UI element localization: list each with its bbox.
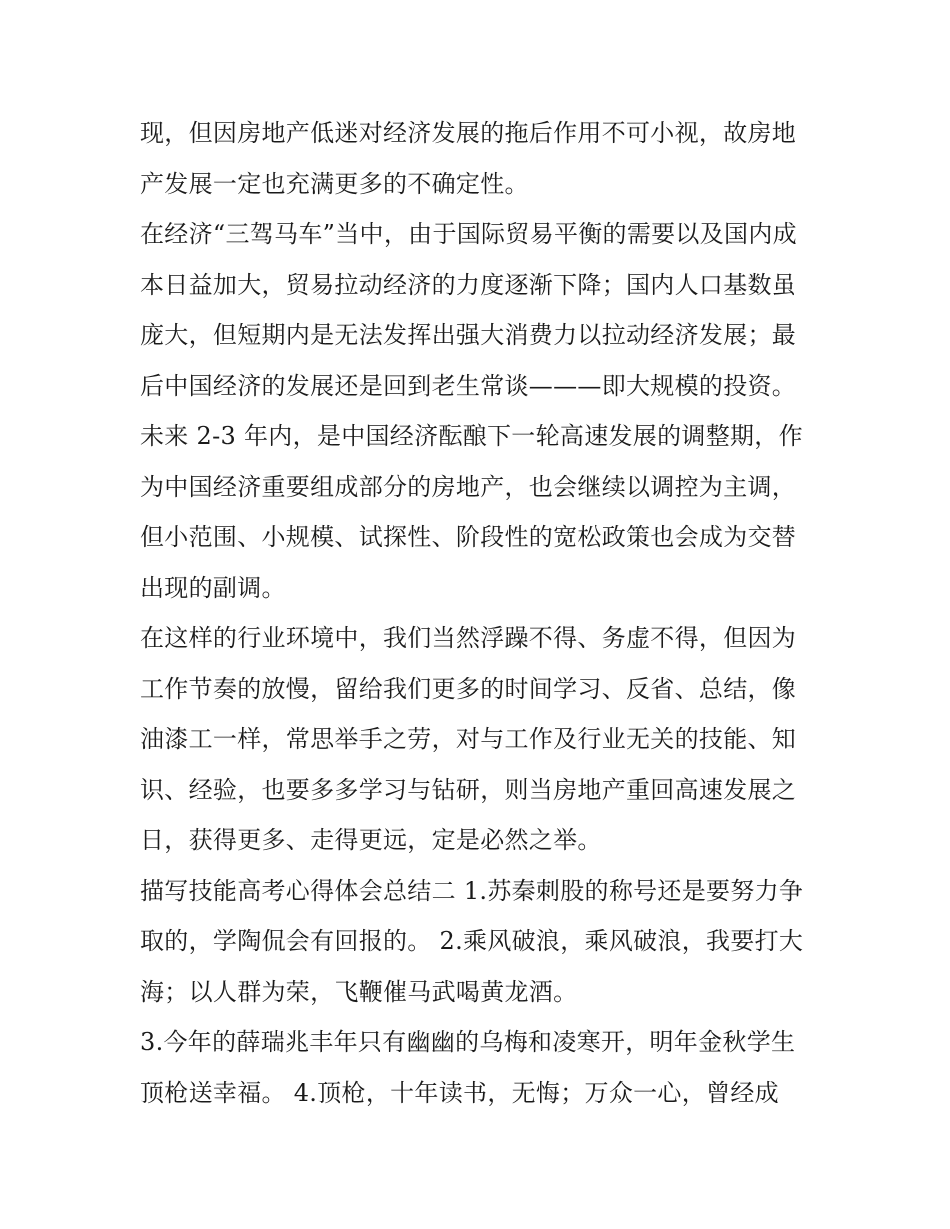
text-line: 在经济“三驾马车”当中，由于国际贸易平衡的需要以及国内成 — [140, 220, 797, 248]
text-line: 本日益加大，贸易拉动经济的力度逐渐下降；国内人口基数虽 — [140, 270, 797, 299]
text-line: 油漆工一样，常思举手之劳，对与工作及行业无关的技能、知 — [140, 725, 797, 753]
text-line: 工作节奏的放慢，留给我们更多的时间学习、反省、总结，像 — [140, 674, 797, 703]
text-line: 顶枪送幸福。 4.顶枪，十年读书，无悔；万众一心，曾经成 — [140, 1078, 779, 1107]
text-line: 为中国经济重要组成部分的房地产，也会继续以调控为主调， — [140, 472, 797, 501]
text-line: 识、经验，也要多多学习与钻研，则当房地产重回高速发展之 — [140, 775, 797, 804]
text-line: 后中国经济的发展还是回到老生常谈———即大规模的投资。 — [140, 371, 797, 400]
text-line: 描写技能高考心得体会总结二 1.苏秦刺股的称号还是要努力争 — [140, 876, 804, 905]
text-line: 产发展一定也充满更多的不确定性。 — [140, 169, 529, 198]
text-line: 日，获得更多、走得更远，定是必然之举。 — [140, 826, 602, 854]
text-line: 在这样的行业环境中，我们当然浮躁不得、务虚不得，但因为 — [140, 624, 797, 652]
document-body — [140, 108, 820, 1118]
text-line: 出现的副调。 — [140, 573, 286, 602]
text-line: 但小范围、小规模、试探性、阶段性的宽松政策也会成为交替 — [140, 523, 797, 551]
text-line: 现，但因房地产低迷对经济发展的拖后作用不可小视，故房地 — [140, 119, 797, 147]
text-line: 3.今年的薛瑞兆丰年只有幽幽的乌梅和凌寒开，明年金秋学生 — [140, 1028, 796, 1056]
text-line: 庞大，但短期内是无法发挥出强大消费力以拉动经济发展；最 — [140, 321, 797, 349]
text-line: 取的，学陶侃会有回报的。 2.乘风破浪，乘风破浪，我要打大 — [140, 927, 804, 955]
text-line: 未来 2-3 年内，是中国经济酝酿下一轮高速发展的调整期，作 — [140, 422, 803, 450]
text-line: 海；以人群为荣，飞鞭催马武喝黄龙酒。 — [140, 977, 578, 1006]
